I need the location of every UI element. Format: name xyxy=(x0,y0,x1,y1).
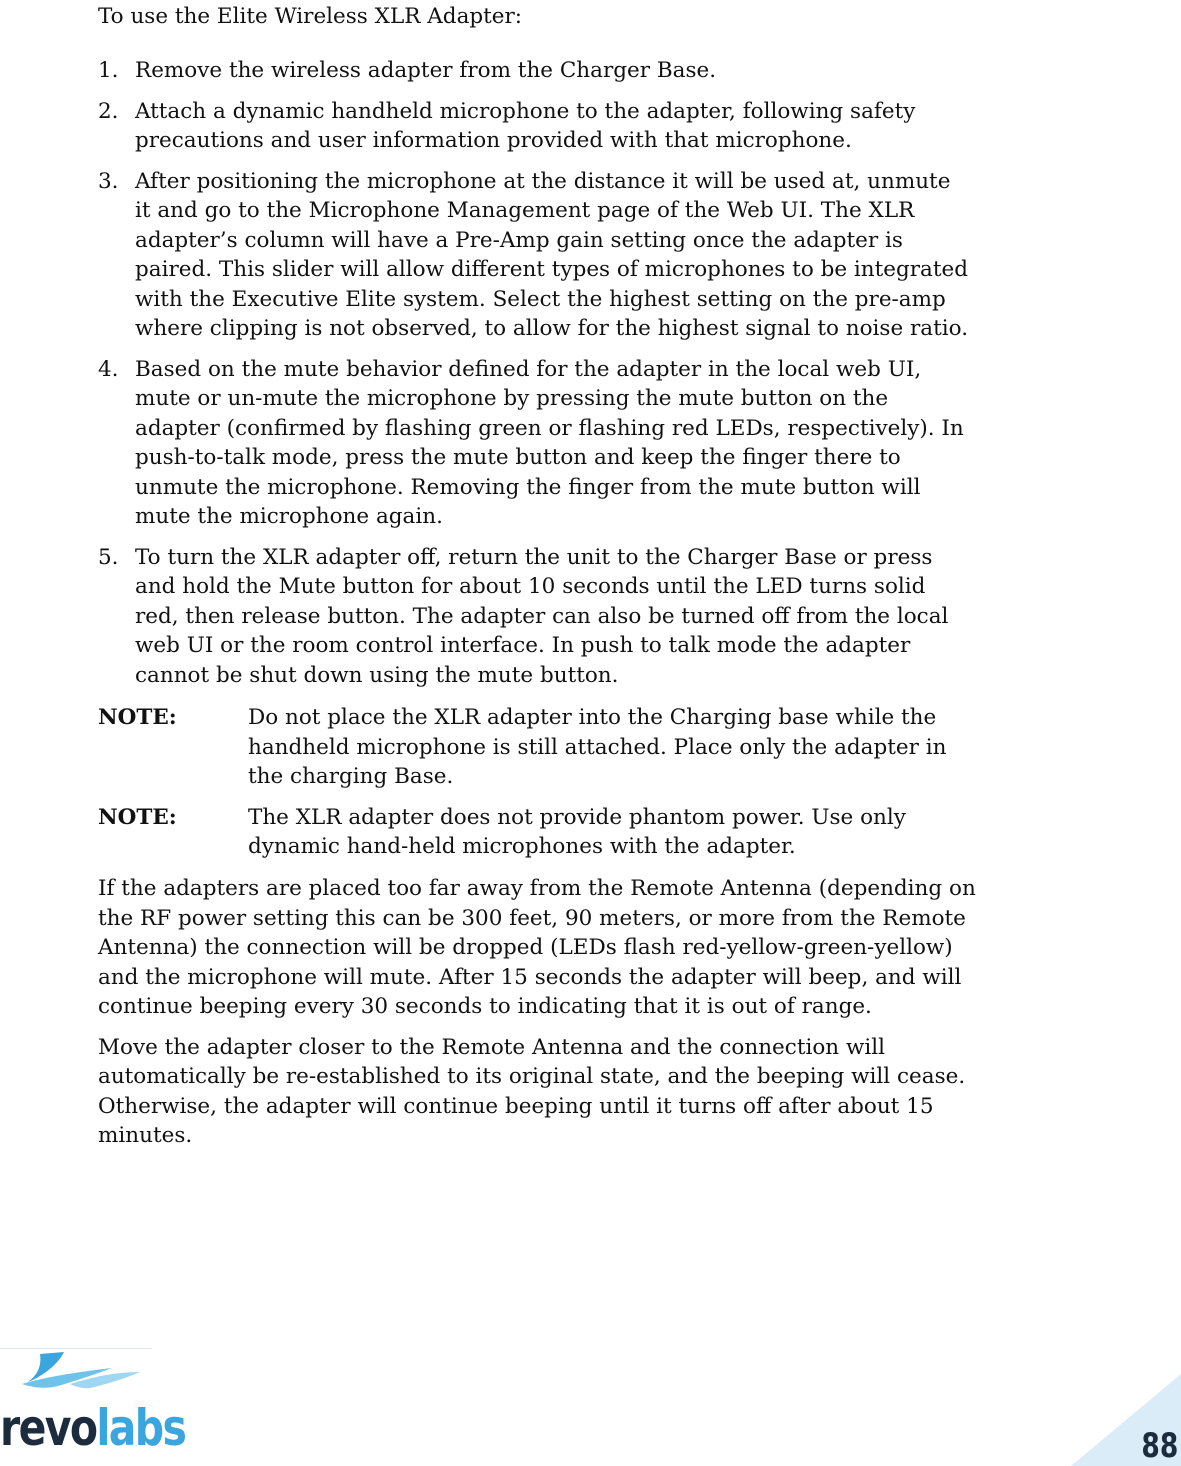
revolabs-logo xyxy=(0,1350,186,1466)
step-item xyxy=(98,543,1078,691)
step-text: After positioning the microphone at the distance it will be used at, unmute it and go to the Microphone Management page of the Web UI. The XLR adapter’s column will have a Pre-Amp gain setting once the adapter is paired. This slider will allow different types of microphones to be integrated with the Executive Elite system. Select the highest setting on the pre-amp where clipping is not observed, to allow for the highest signal to noise ratio. xyxy=(135,168,969,341)
reconnect-paragraph: Move the adapter closer to the Remote Antenna and the connection will automatically be re-established to its original state, and the beeping will cease. Otherwise, the adapter will continue beeping until it turns off after about 15 minutes. xyxy=(98,1034,966,1148)
step-item xyxy=(98,167,1078,344)
note-label: NOTE: xyxy=(98,804,177,830)
step-text: To turn the XLR adapter off, return the unit to the Charger Base or press and hold the Mute button for about 10 seconds until the LED turns solid red, then release button. The adapter can also be turned off from the local web UI or the room control interface. In push to talk mode the adapter cannot be shut down using the mute button. xyxy=(135,544,949,688)
instruction-steps xyxy=(98,56,1078,701)
footer-divider xyxy=(0,1348,152,1349)
step-number: 2. xyxy=(98,98,119,124)
intro-text: To use the Elite Wireless XLR Adapter: xyxy=(98,4,523,29)
step-number: 1. xyxy=(98,58,119,83)
logo-part-labs: labs xyxy=(96,1399,186,1457)
step-number: 3. xyxy=(98,168,119,194)
step-item xyxy=(98,355,1078,532)
step-text: Attach a dynamic handheld microphone to the adapter, following safety precautions and user information provided with that microphone. xyxy=(135,98,916,153)
step-text: Remove the wireless adapter from the Charger Base. xyxy=(135,58,717,83)
step-text: Based on the mute behavior defined for the adapter in the local web UI, mute or un-mute the microphone by pressing the mute button on the adapter (confirmed by flashing green or flashing red LEDs, respectively). In push-to-talk mode, press the mute button and keep the finger there to unmute the microphone. Removing the finger from the mute button will mute the microphone again. xyxy=(135,356,964,529)
step-number: 5. xyxy=(98,544,119,570)
note-block xyxy=(98,703,1078,792)
note-block xyxy=(98,803,1078,862)
step-item xyxy=(98,97,1078,156)
logo-wordmark xyxy=(0,1398,185,1458)
note-text: Do not place the XLR adapter into the Charging base while the handheld microphone is still attached. Place only the adapter in the charging Base. xyxy=(248,705,947,789)
out-of-range-paragraph: If the adapters are placed too far away from the Remote Antenna (depending on the RF power setting this can be 300 feet, 90 meters, or more from the Remote Antenna) the connection will be dropped (LEDs flash red-yellow-green-yellow) and the microphone will mute. After 15 seconds the adapter will beep, and will continue beeping every 30 seconds to indicating that it is out of range. xyxy=(98,876,976,1019)
note-label: NOTE: xyxy=(98,705,177,730)
step-number: 4. xyxy=(98,356,119,382)
logo-part-revo: revo xyxy=(0,1399,97,1457)
body-paragraphs xyxy=(98,874,1088,1162)
step-item xyxy=(98,56,1078,86)
notes-section xyxy=(98,703,1078,873)
page-number: 88 xyxy=(1141,1426,1178,1466)
note-text: The XLR adapter does not provide phantom power. Use only dynamic hand-held microphones with the adapter. xyxy=(248,804,906,859)
